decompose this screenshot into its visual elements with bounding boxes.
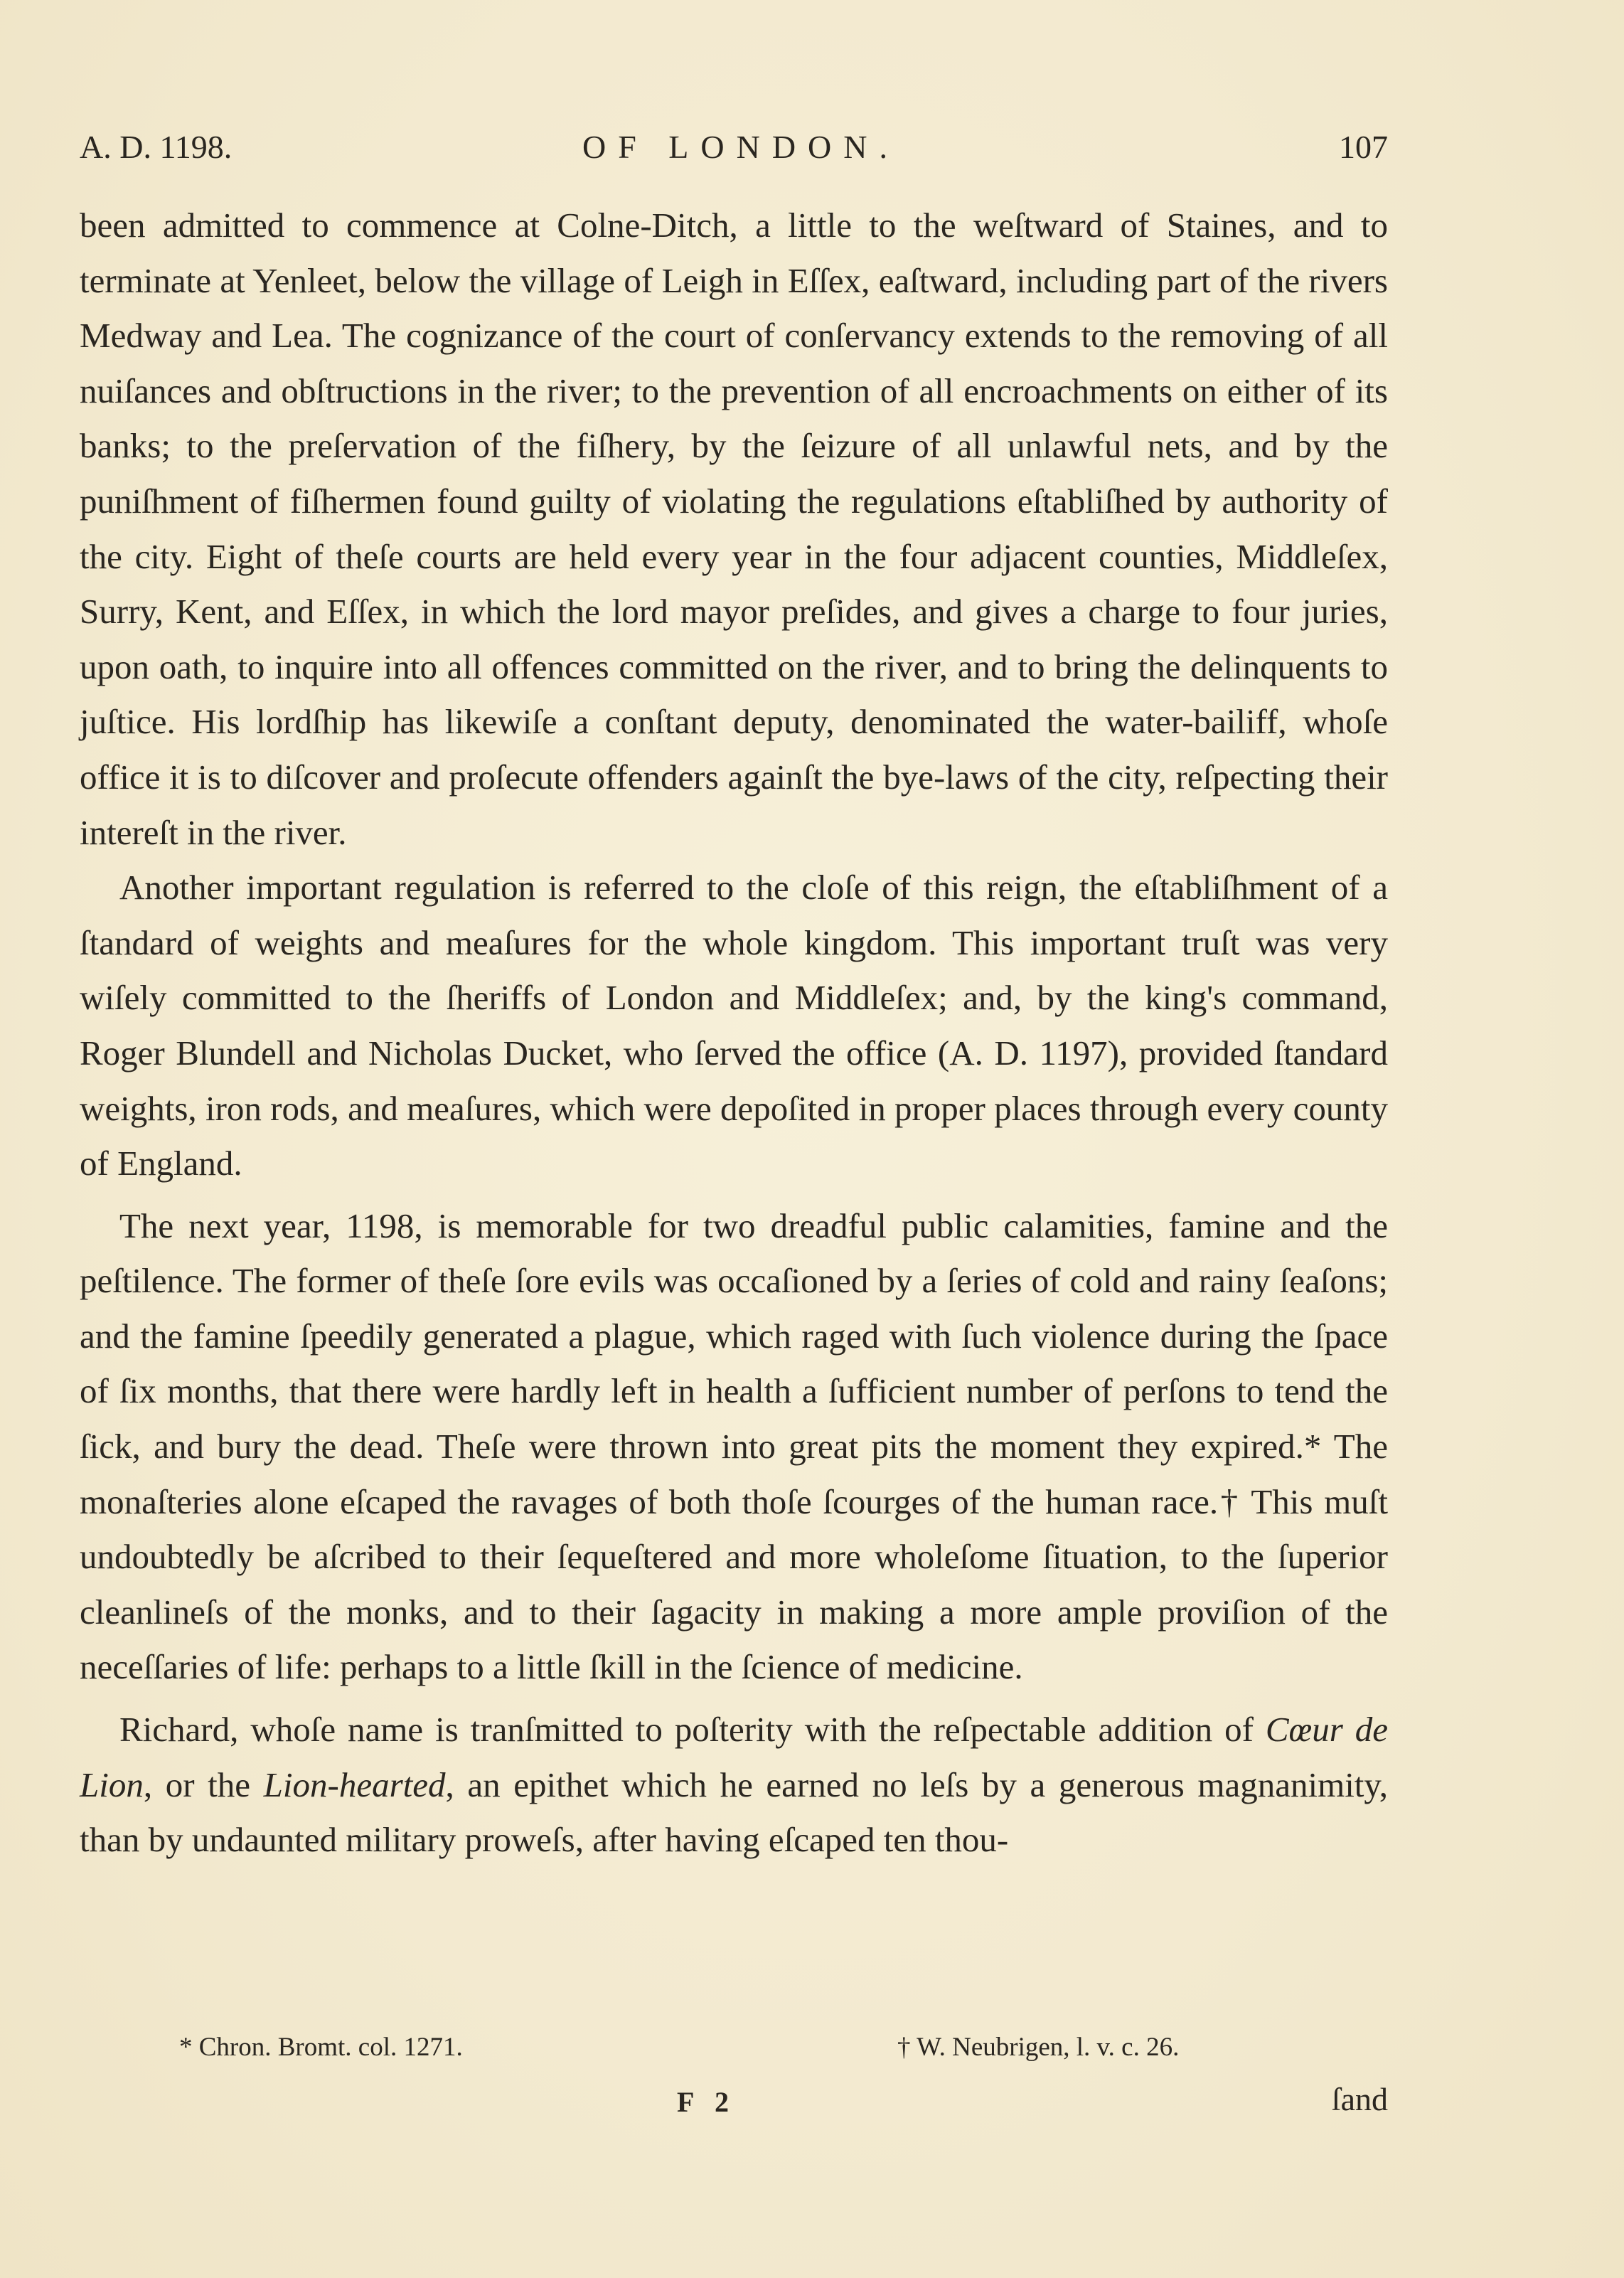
paragraph-4-end: , an epithet which he earned no leſs by a generous magnanimity, than by undaunted military proweſs, after having eſcaped ten thou- (80, 1765, 1388, 1860)
signature-mark: F 2 (677, 2086, 736, 2118)
body-text (80, 198, 1388, 1868)
paragraph-4-start: Richard, whoſe name is tranſmitted to poſterity with the reſpectable addition of (119, 1710, 1266, 1750)
running-head-date: A. D. 1198. (80, 129, 233, 165)
paragraph-3: The next year, 1198, is memorable for two dreadful public calamities, famine and the peſtilence. The former of theſe ſore evils was occaſioned by a ſeries of cold and rainy ſeaſons; and the famine ſpeedily generated a plague, which raged with ſuch violence during the ſpace of ſix months, that there were hardly left in health a ſufficient number of perſons to tend the ſick, and bury the dead. Theſe were thrown into great pits the moment they expired.* The monaſteries alone eſcaped the ravages of both thoſe ſcourges of the human race.† This muſt undoubtedly be aſcribed to their ſequeſtered and more wholeſome ſituation, to the ſuperior cleanlineſs of the monks, and to their ſagacity in making a more ample proviſion of the neceſſaries of life: perhaps to a little ſkill in the ſcience of medicine. (80, 1205, 1388, 1687)
running-head (80, 122, 1388, 172)
footnotes (80, 2030, 1388, 2065)
catchword: ſand (1331, 2081, 1388, 2117)
paragraph-4 (80, 1702, 1388, 1868)
paragraph-1: been admitted to commence at Colne-Ditch, a little to the weſtward of Staines, and to terminate at Yenleet, below the village of Leigh in Eſſex, eaſtward, including part of the rivers Medway and Lea. The cognizance of the court of conſervancy extends to the removing of all nuiſances and obſtructions in the river; to the prevention of all encroachments on either of its banks; to the preſervation of the fiſhery, by the ſeizure of all unlawful nets, and by the puniſhment of fiſhermen found guilty of violating the regulations eſtabliſhed by authority of the city. Eight of theſe courts are held every year in the four adjacent counties, Middleſex, Surry, Kent, and Eſſex, in which the lord mayor preſides, and gives a charge to four juries, upon oath, to inquire into all offences committed on the river, and to bring the delinquents to juſtice. His lordſhip has likewiſe a conſtant deputy, denominated the water-bailiff, whoſe office it is to diſcover and proſecute offenders againſt the bye-laws of the city, reſpecting their intereſt in the river. (80, 206, 1388, 852)
footnote-chron-bromt: * Chron. Bromt. col. 1271. (179, 2033, 463, 2062)
paragraph-2: Another important regulation is referred to the cloſe of this reign, the eſtabliſhment of a ſtandard of weights and meaſures for the whole kingdom. This important truſt was very wiſely committed to the ſheriffs of London and Middleſex; and, by the king's command, Roger Blundell and Nicholas Ducket, who ſerved the office (A. D. 1197), provided ſtandard weights, iron rods, and meaſures, which were depoſited in proper places through every county of England. (80, 868, 1388, 1183)
italic-lion-hearted: Lion-hearted (263, 1765, 446, 1804)
signature-line (80, 2078, 1388, 2121)
footnote-neubrigen: † W. Neubrigen, l. v. c. 26. (897, 2033, 1180, 2062)
italic-coeur-de-lion: Cœur de Lion (80, 1710, 1388, 1804)
paragraph-4-middle: , or the (143, 1765, 264, 1804)
running-head-title: OF LONDON. (582, 129, 899, 165)
page-number: 107 (1339, 129, 1388, 165)
